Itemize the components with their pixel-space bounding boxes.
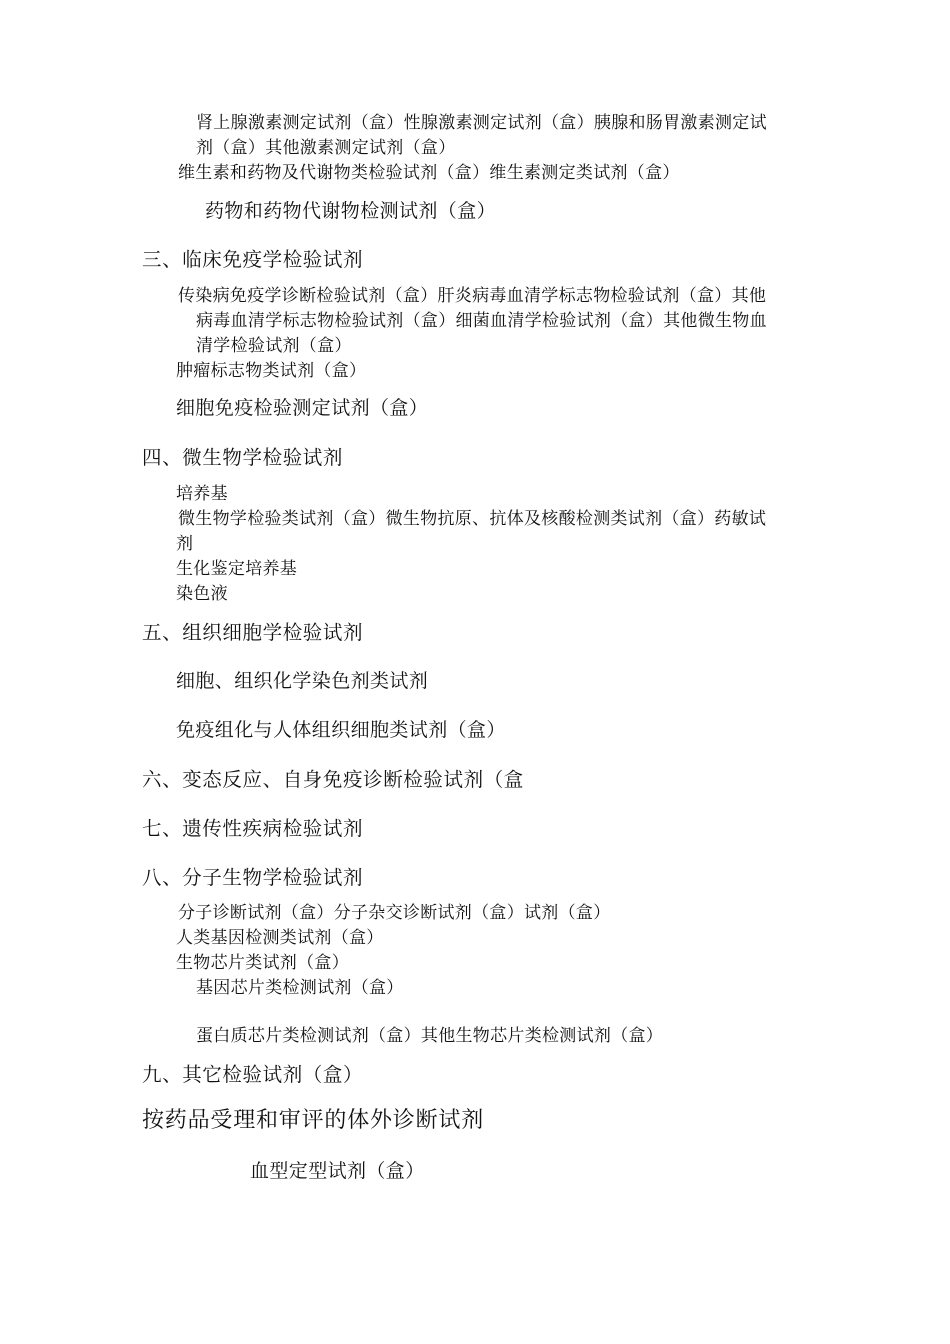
subsection-heading: 血型定型试剂（盒） — [250, 1160, 425, 1182]
section-heading: 八、分子生物学检验试剂 — [142, 866, 364, 889]
section-heading: 九、其它检验试剂（盒） — [142, 1063, 364, 1086]
text-line: 维生素和药物及代谢物类检验试剂（盒）维生素测定类试剂（盒） — [178, 163, 680, 183]
text-line: 分子诊断试剂（盒）分子杂交诊断试剂（盒）试剂（盒） — [178, 903, 611, 923]
text-line: 人类基因检测类试剂（盒） — [176, 928, 384, 948]
subsection-heading: 药物和药物代谢物检测试剂（盒） — [205, 200, 497, 222]
text-line: 蛋白质芯片类检测试剂（盒）其他生物芯片类检测试剂（盒） — [196, 1026, 664, 1046]
subsection-heading: 免疫组化与人体组织细胞类试剂（盒） — [176, 719, 506, 741]
text-line: 剂 — [176, 534, 194, 554]
section-heading: 三、临床免疫学检验试剂 — [142, 248, 364, 271]
text-line: 培养基 — [176, 484, 228, 504]
text-line: 肾上腺激素测定试剂（盒）性腺激素测定试剂（盒）胰腺和肠胃激素测定试 — [196, 113, 767, 133]
text-line: 生化鉴定培养基 — [176, 559, 298, 579]
section-heading: 四、微生物学检验试剂 — [142, 446, 344, 469]
subsection-heading: 细胞、组织化学染色剂类试剂 — [176, 670, 429, 692]
text-line: 生物芯片类试剂（盒） — [176, 953, 349, 973]
section-heading: 六、变态反应、自身免疫诊断检验试剂（盒 — [142, 768, 524, 791]
section-heading: 七、遗传性疾病检验试剂 — [142, 817, 364, 840]
text-line: 基因芯片类检测试剂（盒） — [196, 978, 404, 998]
section-heading: 五、组织细胞学检验试剂 — [142, 621, 364, 644]
text-line: 微生物学检验类试剂（盒）微生物抗原、抗体及核酸检测类试剂（盒）药敏试 — [178, 509, 767, 529]
text-line: 剂（盒）其他激素测定试剂（盒） — [196, 138, 456, 158]
text-line: 清学检验试剂（盒） — [196, 336, 352, 356]
text-line: 病毒血清学标志物检验试剂（盒）细菌血清学检验试剂（盒）其他微生物血 — [196, 311, 767, 331]
page-heading: 按药品受理和审评的体外诊断试剂 — [142, 1108, 485, 1133]
text-line: 肿瘤标志物类试剂（盒） — [176, 361, 367, 381]
subsection-heading: 细胞免疫检验测定试剂（盒） — [176, 397, 429, 419]
text-line: 染色液 — [176, 584, 228, 604]
text-line: 传染病免疫学诊断检验试剂（盒）肝炎病毒血清学标志物检验试剂（盒）其他 — [178, 286, 767, 306]
